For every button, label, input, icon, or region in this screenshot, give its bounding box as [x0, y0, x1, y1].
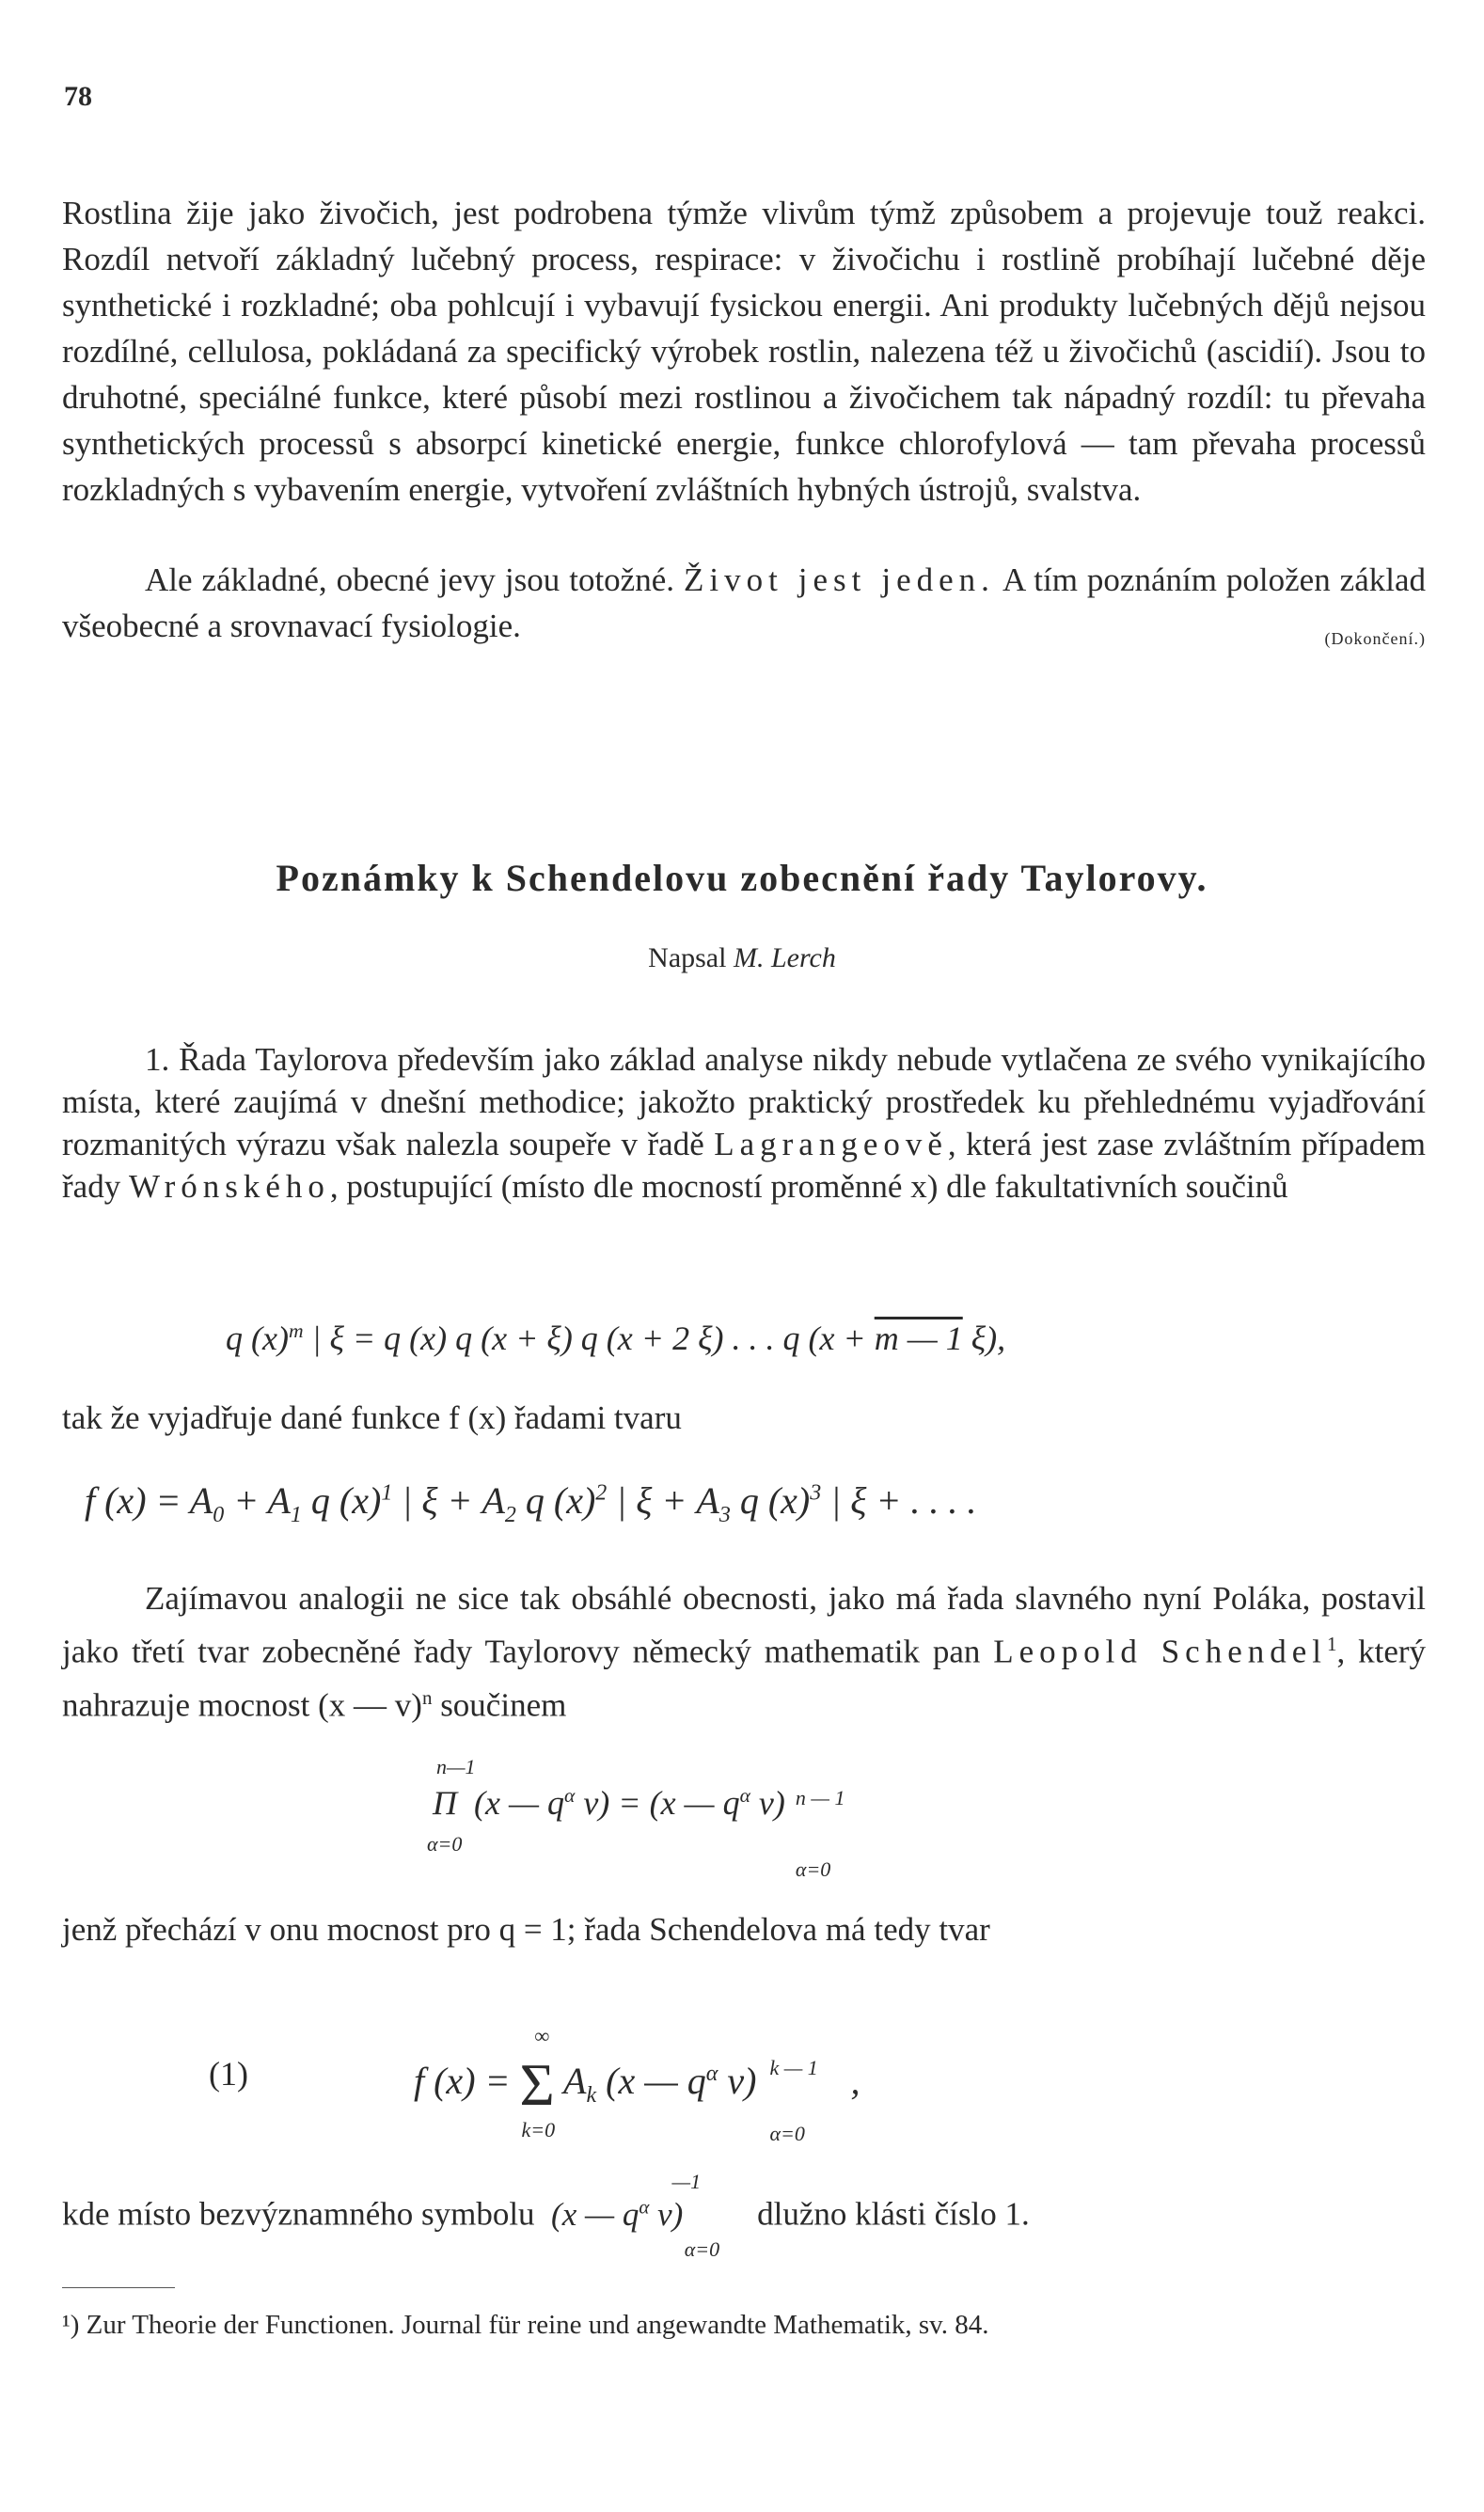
line-jenz: jenž přechází v onu mocnost pro q = 1; řada Schendelova má tedy tvar [62, 1911, 990, 1948]
article-title: Poznámky k Schendelovu zobecnění řady Taylorovy. [276, 857, 1208, 899]
para3-text-c: , postupující (místo dle mocností proměnné x) dle fakultativních součinů [329, 1168, 1288, 1205]
para4-text-c: součinem [432, 1686, 567, 1724]
paragraph-ale [62, 557, 1426, 662]
paragraph-zajimavou: Zajímavou analogii ne sice tak obsáhlé obecnosti, jako má řada slavného nyní Poláka, postavil jako třetí tvar zobecněné řady Taylorovy německý mathematik pan Leopold Schendel$^1$, který nahrazuje mocnost (x — v)$^n$ součinem [62, 1580, 1427, 1724]
symbol-expression: (x — $q^\alpha$ v) —1 α=0 [543, 2169, 720, 2261]
author-prefix: Napsal [648, 942, 727, 973]
line-kde [62, 2169, 1030, 2261]
para2-text-c: A tím poznáním položen základ všeobecné a srovnavací fysiologie. [62, 561, 1427, 644]
formula-schendel-product: n—1 Π α=0 (x — $q^\alpha$ v) = (x — $q^\alpha$ v) n — 1 α=0 [427, 1755, 845, 1881]
paragraph-rada-taylorova [62, 1038, 1426, 1208]
para2-text-a: Ale základné, obecné jevy jsou totožné. [145, 561, 674, 598]
paragraph-rostlina: Rostlina žije jako živočich, jest podrobena týmže vlivům týmž způsobem a projevuje touž reakci. Rozdíl netvoří základný lučebný process, respirace: v živočichu i rostlině probíhají lučebné děje synthetické i rozkladné; oba pohlcují i vybavují fysickou energii. Ani produkty lučebných dějů nejsou rozdílné, cellulosa, pokládaná za specifický výrobek rostlin, nalezena též u živočichů (ascidií). Jsou to druhotné, speciálné funkce, které působí mezi rostlinou a živočichem tak nápadný rozdíl: tu převaha synthetických processů s absorpcí kinetické energie, funkce chlorofylová — tam převaha processů rozkladných s vybavením energie, vytvoření zvláštních hybných ústrojů, svalstva. [62, 195, 1426, 508]
para3-name-wronski: Wrónského [128, 1168, 330, 1205]
para3-name-lagrange: Lagrangeově [714, 1126, 948, 1162]
continuation-note: (Dokončení.) [1324, 629, 1426, 648]
page-number: 78 [64, 81, 92, 112]
formula-series-form: f $(x) = A_0 + A_1$ q $(x)^1$ | $\xi + A_2$ q $(x)^2$ | $\xi + A_3$ q $(x)^3$ | ξ + . . . . [85, 1479, 977, 1527]
para3-text-b: , která jest zase zvláštním případem řady [62, 1126, 1427, 1205]
para4-text-a: Zajímavou analogii ne sice tak obsáhlé obecnosti, jako má řada slavného nyní Poláka, postavil jako třetí tvar zobecněné řady Taylorovy německý mathematik pan [62, 1580, 1426, 1670]
line-kde-text-b: dlužno klásti číslo 1. [757, 2195, 1030, 2233]
para4-text-b: , který nahrazuje mocnost (x — v) [62, 1633, 1427, 1724]
author-name: M. Lerch [733, 942, 836, 973]
para3-text-a: 1. Řada Taylorova především jako základ analyse nikdy nebude vytlačena ze svého vynikajícího místa, které zaujímá v dnešní methodice; jakožto praktický prostředek ku přehlednému vyjadřování rozmanitých výrazu však nalezla soupeře v řadě [62, 1041, 1426, 1162]
author-line [0, 942, 1484, 974]
formula-factorial-product: q $(x)^m$ | ξ = q (x) q (x + ξ) q (x + 2 ξ) . . . q (x + m — 1 ξ), [226, 1319, 1006, 1357]
footnote: ¹) Zur Theorie der Functionen. Journal für reine und angewandte Mathematik, sv. 84. [62, 2310, 989, 2340]
equation-number: (1) [209, 2055, 248, 2093]
footnote-divider [62, 2287, 175, 2288]
formula-schendel-series: f (x) = ∞ Σ k=0 $A_k$ (x — $q^\alpha$ v) k — 1 α=0 , [414, 2024, 860, 2146]
line-kde-text-a: kde místo bezvýznamného symbolu [62, 2195, 535, 2233]
para2-emphasis: Život jest jeden. [683, 561, 995, 598]
para4-name-schendel: Leopold Schendel [993, 1633, 1328, 1670]
line-tak-ze: tak že vyjadřuje dané funkce f (x) řadami tvaru [62, 1399, 682, 1436]
